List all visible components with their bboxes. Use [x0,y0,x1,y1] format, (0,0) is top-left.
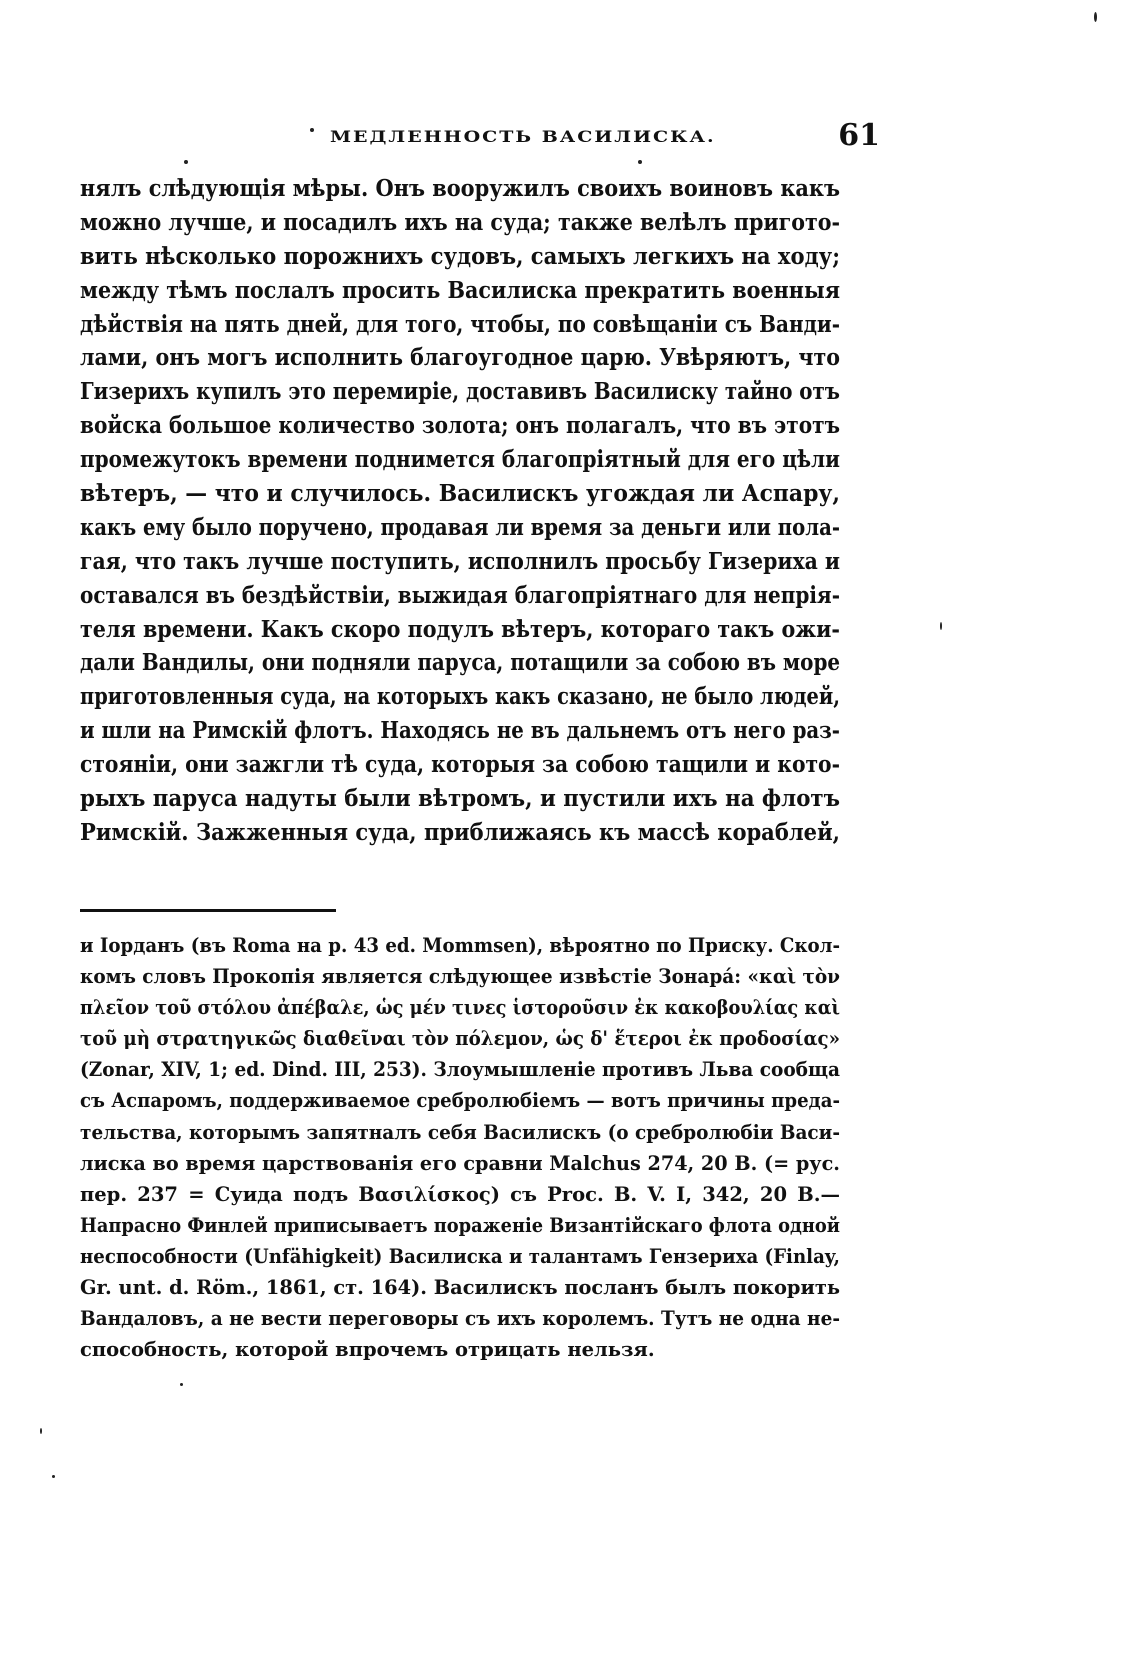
footnote-line: неспособности (Unfähigkeit) Василиска и талантамъ Гензериха (Finlay, [80,1244,840,1268]
body-line: Гизерихъ купилъ это перемиріе, доставивъ Василиску тайно отъ [80,377,840,406]
body-line: рыхъ паруса надуты были вѣтромъ, и пустили ихъ на флотъ [80,784,840,813]
body-line: дѣйствія на пять дней, для того, чтобы, по совѣщаніи съ Ванди- [80,309,840,338]
body-line: приготовленныя суда, на которыхъ какъ сказано, не было людей, [80,682,840,711]
footnote-line: (Zonar, XIV, 1; ed. Dind. III, 253). Злоумышленіе противъ Льва сообща [80,1058,840,1082]
body-line: и шли на Римскій флотъ. Находясь не въ дальнемъ отъ него раз- [80,716,840,745]
body-line: теля времени. Какъ скоро подулъ вѣтеръ, котораго такъ ожи- [80,614,840,643]
scan-speck [40,1428,42,1434]
footnote-line: лиска во время царствованія его сравни Malchus 274, 20 B. (= рус. [80,1151,840,1175]
footnotes [80,930,840,1365]
body-line: промежутокъ времени поднимется благопріятный для его цѣли [80,445,840,474]
body-line: вить нѣсколько порожнихъ судовъ, самыхъ легкихъ на ходу; [80,241,840,270]
page-header [80,118,880,158]
footnote-line: пер. 237 = Суида подъ Βασιλίσκος) съ Proc. B. V. I, 342, 20 B.— [80,1182,840,1206]
body-line: между тѣмъ послалъ просить Василиска прекратить военныя [80,275,840,304]
footnote-line: комъ словъ Прокопія является слѣдующее извѣстіе Зонара́: «καὶ τὸν [80,965,840,989]
running-head: МЕДЛЕННОСТЬ ВАСИЛИСКА. [330,127,716,147]
scan-speck [180,1383,183,1386]
scan-speck [1094,12,1097,22]
body-line: вѣтеръ, — что и случилось. Василискъ угождая ли Аспару, [80,479,840,508]
body-line: какъ ему было поручено, продавая ли время за деньги или пола- [80,512,840,541]
footnote-line: и Iорданъ (въ Roma на p. 43 ed. Mommsen), вѣроятно по Приску. Скол- [80,934,840,957]
body-line: лами, онъ могъ исполнить благоугодное царю. Увѣряютъ, что [80,343,840,372]
scan-speck [184,160,188,164]
footnote-line: способность, которой впрочемъ отрицать нельзя. [80,1338,655,1362]
footnote-line: Gr. unt. d. Röm., 1861, ст. 164). Василискъ посланъ былъ покорить [80,1276,840,1300]
scan-speck [52,1475,55,1478]
body-line: дали Вандилы, они подняли паруса, потащили за собою въ море [80,648,840,677]
body-line: нялъ слѣдующія мѣры. Онъ вооружилъ своихъ воиновъ какъ [80,174,840,202]
body-line: оставался въ бездѣйствіи, выжидая благопріятнаго для непрія- [80,580,840,609]
footnote-divider [80,909,336,912]
body-line: стояніи, они зажгли тѣ суда, которыя за собою тащили и кото- [80,750,840,779]
scan-speck [310,128,314,132]
footnote-line: τοῦ μὴ στρατηγικῶς διαθεῖναι τὸν πόλεμον, ὡς δ' ἕτεροι ἐκ προδοσίας» [80,1027,840,1051]
footnote-line: πλεῖον τοῦ στόλου ἀπέβαλε, ὡς μέν τινες ἱστοροῦσιν ἐκ κακοβουλίας καὶ [80,996,840,1020]
body-line: можно лучше, и посадилъ ихъ на суда; также велѣлъ пригото- [80,207,840,236]
scan-speck [638,160,642,164]
footnote-line: Напрасно Финлей приписываетъ пораженіе Византійскаго флота одной [80,1213,840,1237]
body-line: войска большое количество золота; онъ полагалъ, что въ этотъ [80,411,840,440]
body-line: Римскій. Зажженныя суда, приближаясь къ массѣ кораблей, [80,817,840,846]
scan-speck [940,622,942,630]
footnote-line: тельства, которымъ запятналъ себя Василискъ (о сребролюбіи Васи- [80,1120,840,1144]
footnote-line: съ Аспаромъ, поддерживаемое сребролюбіемъ — вотъ причины преда- [80,1089,840,1113]
footnote-line: Вандаловъ, а не вести переговоры съ ихъ королемъ. Тутъ не одна не- [80,1307,840,1331]
body-text [80,172,840,850]
body-line: гая, что такъ лучше поступить, исполнилъ просьбу Гизериха и [80,546,840,575]
page-number: 61 [838,118,880,153]
